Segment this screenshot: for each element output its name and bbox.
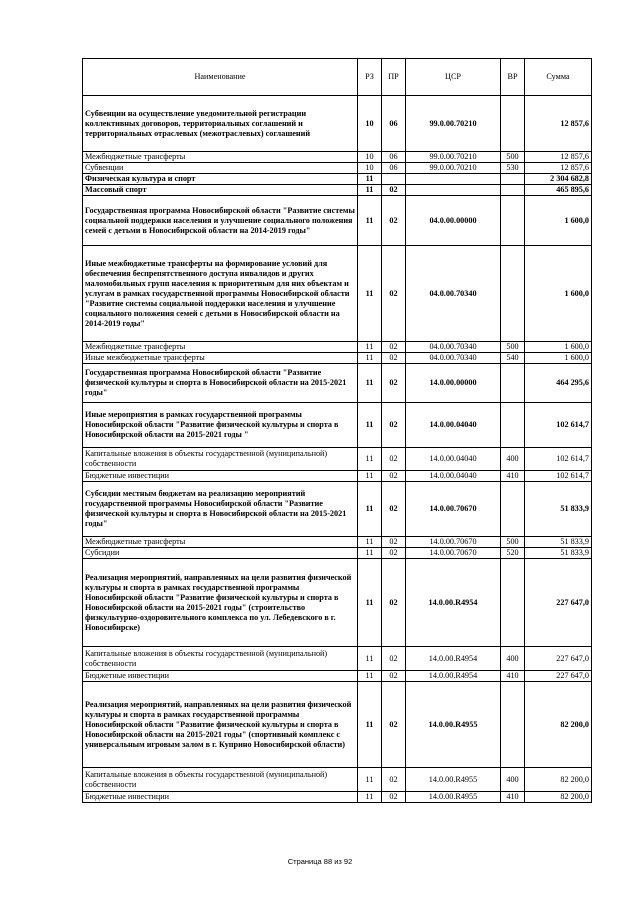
cell-sum: 102 614,7: [525, 403, 592, 448]
cell-csr: 14.0.00.70670: [406, 548, 501, 559]
table-row: [83, 548, 592, 559]
cell-csr: 99.0.00.70210: [406, 163, 501, 174]
cell-sum: 51 833,9: [525, 537, 592, 548]
cell-csr: 14.0.00.04040: [406, 471, 501, 482]
cell-csr: 14.0.00.R4954: [406, 647, 501, 671]
cell-rz: 11: [358, 196, 382, 246]
table-body: [83, 96, 592, 803]
table-row: [83, 403, 592, 448]
cell-sum: 82 200,0: [525, 768, 592, 792]
cell-name: Массовый спорт: [83, 185, 358, 196]
cell-sum: 82 200,0: [525, 792, 592, 803]
table-row: [83, 448, 592, 471]
header-rz: РЗ: [358, 59, 382, 96]
cell-pr: 02: [382, 364, 406, 403]
cell-rz: 11: [358, 559, 382, 647]
cell-name: Физическая культура и спорт: [83, 174, 358, 185]
cell-sum: 227 647,0: [525, 647, 592, 671]
cell-sum: 12 857,6: [525, 152, 592, 163]
cell-vr: 410: [501, 671, 525, 682]
cell-vr: 500: [501, 342, 525, 353]
cell-name: Государственная программа Новосибирской области "Развитие физической культуры и спорта в Новосибирской области на 2015-2021 годы": [83, 364, 358, 403]
cell-pr: 02: [382, 196, 406, 246]
cell-csr: 14.0.00.R4954: [406, 671, 501, 682]
cell-name: Капитальные вложения в объекты государственной (муниципальной) собственности: [83, 768, 358, 792]
cell-csr: 14.0.00.R4955: [406, 682, 501, 768]
cell-vr: 410: [501, 792, 525, 803]
cell-pr: 02: [382, 185, 406, 196]
cell-name: Бюджетные инвестиции: [83, 471, 358, 482]
cell-name: Межбюджетные трансферты: [83, 537, 358, 548]
cell-rz: 11: [358, 353, 382, 364]
cell-name: Межбюджетные трансферты: [83, 342, 358, 353]
table-row: [83, 671, 592, 682]
header-name: Наименование: [83, 59, 358, 96]
cell-csr: 14.0.00.R4954: [406, 559, 501, 647]
cell-name: Бюджетные инвестиции: [83, 792, 358, 803]
cell-rz: 11: [358, 185, 382, 196]
cell-pr: 02: [382, 448, 406, 471]
cell-rz: 11: [358, 364, 382, 403]
cell-csr: 14.0.00.R4955: [406, 768, 501, 792]
cell-pr: 06: [382, 163, 406, 174]
page-number: Страница 88 из 92: [287, 857, 353, 866]
cell-pr: 02: [382, 768, 406, 792]
table-row: [83, 792, 592, 803]
cell-rz: 11: [358, 671, 382, 682]
cell-vr: 500: [501, 152, 525, 163]
cell-csr: 14.0.00.04040: [406, 448, 501, 471]
table-row: [83, 647, 592, 671]
cell-pr: 02: [382, 403, 406, 448]
cell-pr: 02: [382, 559, 406, 647]
cell-rz: 11: [358, 471, 382, 482]
cell-sum: 464 295,6: [525, 364, 592, 403]
cell-vr: 400: [501, 448, 525, 471]
cell-name: Субсидии: [83, 548, 358, 559]
cell-sum: 227 647,0: [525, 559, 592, 647]
cell-name: Капитальные вложения в объекты государственной (муниципальной) собственности: [83, 448, 358, 471]
table-row: [83, 482, 592, 537]
cell-csr: 14.0.00.70670: [406, 482, 501, 537]
table-row: [83, 185, 592, 196]
cell-sum: 102 614,7: [525, 471, 592, 482]
cell-rz: 11: [358, 246, 382, 342]
cell-vr: 500: [501, 537, 525, 548]
table-row: [83, 471, 592, 482]
table-row: [83, 768, 592, 792]
cell-name: Капитальные вложения в объекты государственной (муниципальной) собственности: [83, 647, 358, 671]
cell-name: Иные мероприятия в рамках государственной программы Новосибирской области "Развитие физической культуры и спорта в Новосибирской области на 2015-2021 годы ": [83, 403, 358, 448]
cell-pr: 02: [382, 548, 406, 559]
table-row: [83, 96, 592, 152]
table-row: [83, 196, 592, 246]
cell-rz: 11: [358, 682, 382, 768]
cell-csr: 14.0.00.70670: [406, 537, 501, 548]
cell-name: Иные межбюджетные трансферты: [83, 353, 358, 364]
cell-sum: 1 600,0: [525, 353, 592, 364]
cell-csr: 14.0.00.04040: [406, 403, 501, 448]
cell-sum: 82 200,0: [525, 682, 592, 768]
table-row: [83, 559, 592, 647]
cell-vr: [501, 96, 525, 152]
cell-csr: 04.0.00.70340: [406, 353, 501, 364]
cell-pr: 02: [382, 246, 406, 342]
cell-rz: 11: [358, 647, 382, 671]
cell-sum: 1 600,0: [525, 246, 592, 342]
cell-vr: [501, 403, 525, 448]
cell-sum: 51 833,9: [525, 548, 592, 559]
cell-vr: 400: [501, 768, 525, 792]
cell-sum: 2 304 682,8: [525, 174, 592, 185]
cell-vr: [501, 196, 525, 246]
table-row: [83, 152, 592, 163]
cell-rz: 11: [358, 482, 382, 537]
cell-vr: [501, 246, 525, 342]
cell-csr: [406, 174, 501, 185]
cell-rz: 11: [358, 537, 382, 548]
cell-vr: [501, 174, 525, 185]
cell-name: Реализация мероприятий, направленных на цели развития физической культуры и спорта в рамках государственной программы Новосибирской области "Развитие физической культуры и спорта в Новосибирской области на 2015-2021 годы" (спортивный комплекс с универсальным игровым залом в г. Куприно Новосибирской области): [83, 682, 358, 768]
cell-vr: [501, 559, 525, 647]
cell-vr: 530: [501, 163, 525, 174]
cell-pr: [382, 174, 406, 185]
cell-name: Бюджетные инвестиции: [83, 671, 358, 682]
cell-csr: 04.0.00.00000: [406, 196, 501, 246]
table-row: [83, 163, 592, 174]
table-row: [83, 537, 592, 548]
table-row: [83, 682, 592, 768]
cell-pr: 02: [382, 353, 406, 364]
cell-rz: 11: [358, 403, 382, 448]
cell-sum: 12 857,6: [525, 163, 592, 174]
cell-vr: [501, 364, 525, 403]
cell-name: Иные межбюджетные трансферты на формирование условий для обеспечения беспрепятственного доступа инвалидов и других маломобильных групп населения к приоритетным для них объектам и услугам в рамках государственной программы Новосибирской области "Развитие системы социальной поддержки населения и улучшение социального положения семей с детьми в Новосибирской области на 2014-2019 годы": [83, 246, 358, 342]
cell-csr: 99.0.00.70210: [406, 96, 501, 152]
cell-name: Государственная программа Новосибирской области "Развитие системы социальной поддержки населения и улучшение социального положения семей с детьми в Новосибирской области на 2014-2019 годы": [83, 196, 358, 246]
cell-vr: [501, 185, 525, 196]
table-row: [83, 246, 592, 342]
cell-csr: 99.0.00.70210: [406, 152, 501, 163]
budget-table: [82, 58, 592, 803]
cell-pr: 02: [382, 342, 406, 353]
cell-name: Межбюджетные трансферты: [83, 152, 358, 163]
cell-sum: 12 857,6: [525, 96, 592, 152]
cell-csr: 04.0.00.70340: [406, 246, 501, 342]
cell-pr: 02: [382, 682, 406, 768]
cell-sum: 227 647,0: [525, 671, 592, 682]
cell-pr: 02: [382, 537, 406, 548]
cell-pr: 06: [382, 152, 406, 163]
cell-csr: 04.0.00.70340: [406, 342, 501, 353]
cell-sum: 465 895,6: [525, 185, 592, 196]
cell-rz: 11: [358, 768, 382, 792]
cell-rz: 11: [358, 448, 382, 471]
cell-name: Субвенции: [83, 163, 358, 174]
cell-csr: [406, 185, 501, 196]
cell-rz: 11: [358, 342, 382, 353]
cell-pr: 02: [382, 792, 406, 803]
cell-name: Субвенции на осуществление уведомительной регистрации коллективных договоров, территориальных соглашений и территориальных отраслевых (межотраслевых) соглашений: [83, 96, 358, 152]
header-pr: ПР: [382, 59, 406, 96]
cell-name: Реализация мероприятий, направленных на цели развития физической культуры и спорта в рамках государственной программы Новосибирской области "Развитие физической культуры и спорта в Новосибирской области на 2015-2021 годы" (строительство физкультурно-оздоровительного комплекса по ул. Лебедевского в г. Новосибирске): [83, 559, 358, 647]
cell-rz: 11: [358, 792, 382, 803]
cell-vr: [501, 482, 525, 537]
cell-pr: 06: [382, 96, 406, 152]
header-csr: ЦСР: [406, 59, 501, 96]
cell-pr: 02: [382, 647, 406, 671]
cell-vr: 520: [501, 548, 525, 559]
table-row: [83, 342, 592, 353]
cell-pr: 02: [382, 471, 406, 482]
cell-pr: 02: [382, 482, 406, 537]
cell-rz: 10: [358, 163, 382, 174]
header-sum: Сумма: [525, 59, 592, 96]
cell-csr: 14.0.00.00000: [406, 364, 501, 403]
table-row: [83, 353, 592, 364]
cell-vr: 540: [501, 353, 525, 364]
table-row: [83, 364, 592, 403]
cell-sum: 102 614,7: [525, 448, 592, 471]
cell-sum: 1 600,0: [525, 342, 592, 353]
cell-vr: [501, 682, 525, 768]
cell-vr: 400: [501, 647, 525, 671]
header-vr: ВР: [501, 59, 525, 96]
cell-rz: 10: [358, 152, 382, 163]
cell-csr: 14.0.00.R4955: [406, 792, 501, 803]
cell-sum: 51 833,9: [525, 482, 592, 537]
table-row: [83, 174, 592, 185]
cell-sum: 1 600,0: [525, 196, 592, 246]
table-header-row: [83, 59, 592, 96]
cell-rz: 11: [358, 548, 382, 559]
cell-name: Субсидии местным бюджетам на реализацию мероприятий государственной программы Новосибирской области "Развитие физической культуры и спорта в Новосибирской области на 2015-2021 годы": [83, 482, 358, 537]
cell-rz: 10: [358, 96, 382, 152]
cell-vr: 410: [501, 471, 525, 482]
cell-pr: 02: [382, 671, 406, 682]
cell-rz: 11: [358, 174, 382, 185]
